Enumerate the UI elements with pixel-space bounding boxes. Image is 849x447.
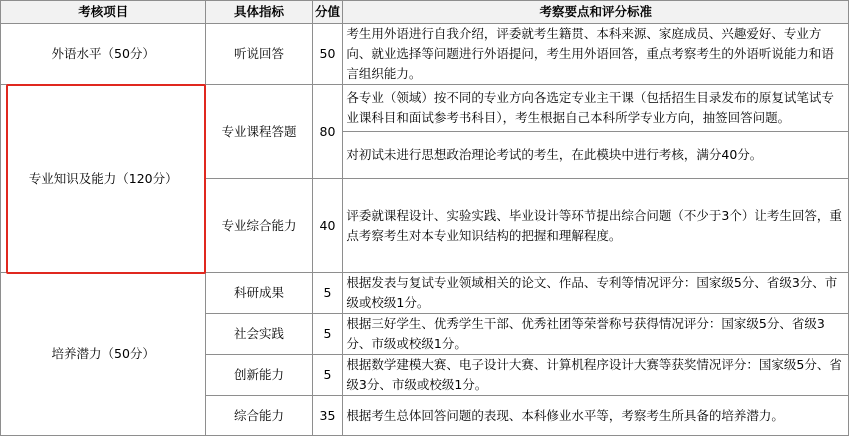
criteria-cell	[343, 24, 849, 85]
score-cell: 5	[312, 314, 343, 355]
header-indicator: 具体指标	[206, 1, 312, 24]
table-header-row	[1, 1, 849, 24]
criteria-cell	[343, 314, 849, 355]
header-score: 分值	[312, 1, 343, 24]
indicator-cell: 综合能力	[206, 396, 312, 436]
score-cell: 50	[312, 24, 343, 85]
score-cell: 5	[312, 355, 343, 396]
score-cell: 5	[312, 273, 343, 314]
criteria-cell	[343, 132, 849, 179]
category-cell: 专业知识及能力（120分）	[1, 85, 206, 273]
table-row	[1, 273, 849, 314]
header-category: 考核项目	[1, 1, 206, 24]
indicator-cell: 创新能力	[206, 355, 312, 396]
header-criteria: 考察要点和评分标准	[343, 1, 849, 24]
criteria-cell	[343, 355, 849, 396]
criteria-text: 对初试未进行思想政治理论考试的考生，在此模块中进行考核，满分40分。	[346, 147, 763, 162]
criteria-text: 评委就课程设计、实验实践、毕业设计等环节提出综合问题（不少于3个）让考生回答，重点考察考生对本专业知识结构的把握和理解程度。	[346, 207, 842, 243]
criteria-cell	[343, 85, 849, 132]
criteria-text: 根据数学建模大赛、电子设计大赛、计算机程序设计大赛等获奖情况评分：国家级5分、省级3分、市级或校级1分。	[346, 357, 842, 392]
indicator-cell: 科研成果	[206, 273, 312, 314]
criteria-cell	[343, 273, 849, 314]
criteria-cell	[343, 179, 849, 273]
criteria-text: 各专业（领域）按不同的专业方向各选定专业主干课（包括招生目录发布的原复试笔试专业课科目和面试参考书科目），考生根据自己本科所学专业方向，抽签回答问题。	[346, 90, 834, 125]
criteria-text: 根据三好学生、优秀学生干部、优秀社团等荣誉称号获得情况评分：国家级5分、省级3分、市级或校级1分。	[346, 316, 825, 351]
category-cell: 培养潜力（50分）	[1, 273, 206, 436]
criteria-text: 考生用外语进行自我介绍，评委就考生籍贯、本科来源、家庭成员、兴趣爱好、专业方向、就业选择等问题进行外语提问，考生用外语回答，重点考察考生的外语听说能力和语言组织能力。	[346, 26, 834, 81]
score-cell: 40	[312, 179, 343, 273]
indicator-cell: 听说回答	[206, 24, 312, 85]
indicator-cell: 社会实践	[206, 314, 312, 355]
table-row	[1, 24, 849, 85]
category-cell: 外语水平（50分）	[1, 24, 206, 85]
score-cell: 80	[312, 85, 343, 179]
table-row	[1, 85, 849, 132]
criteria-cell	[343, 396, 849, 436]
criteria-text: 根据考生总体回答问题的表现、本科修业水平等，考察考生所具备的培养潜力。	[346, 407, 784, 423]
score-cell: 35	[312, 396, 343, 436]
criteria-text: 根据发表与复试专业领域相关的论文、作品、专利等情况评分：国家级5分、省级3分、市级或校级1分。	[346, 275, 838, 310]
indicator-cell: 专业课程答题	[206, 85, 312, 179]
indicator-cell: 专业综合能力	[206, 179, 312, 273]
